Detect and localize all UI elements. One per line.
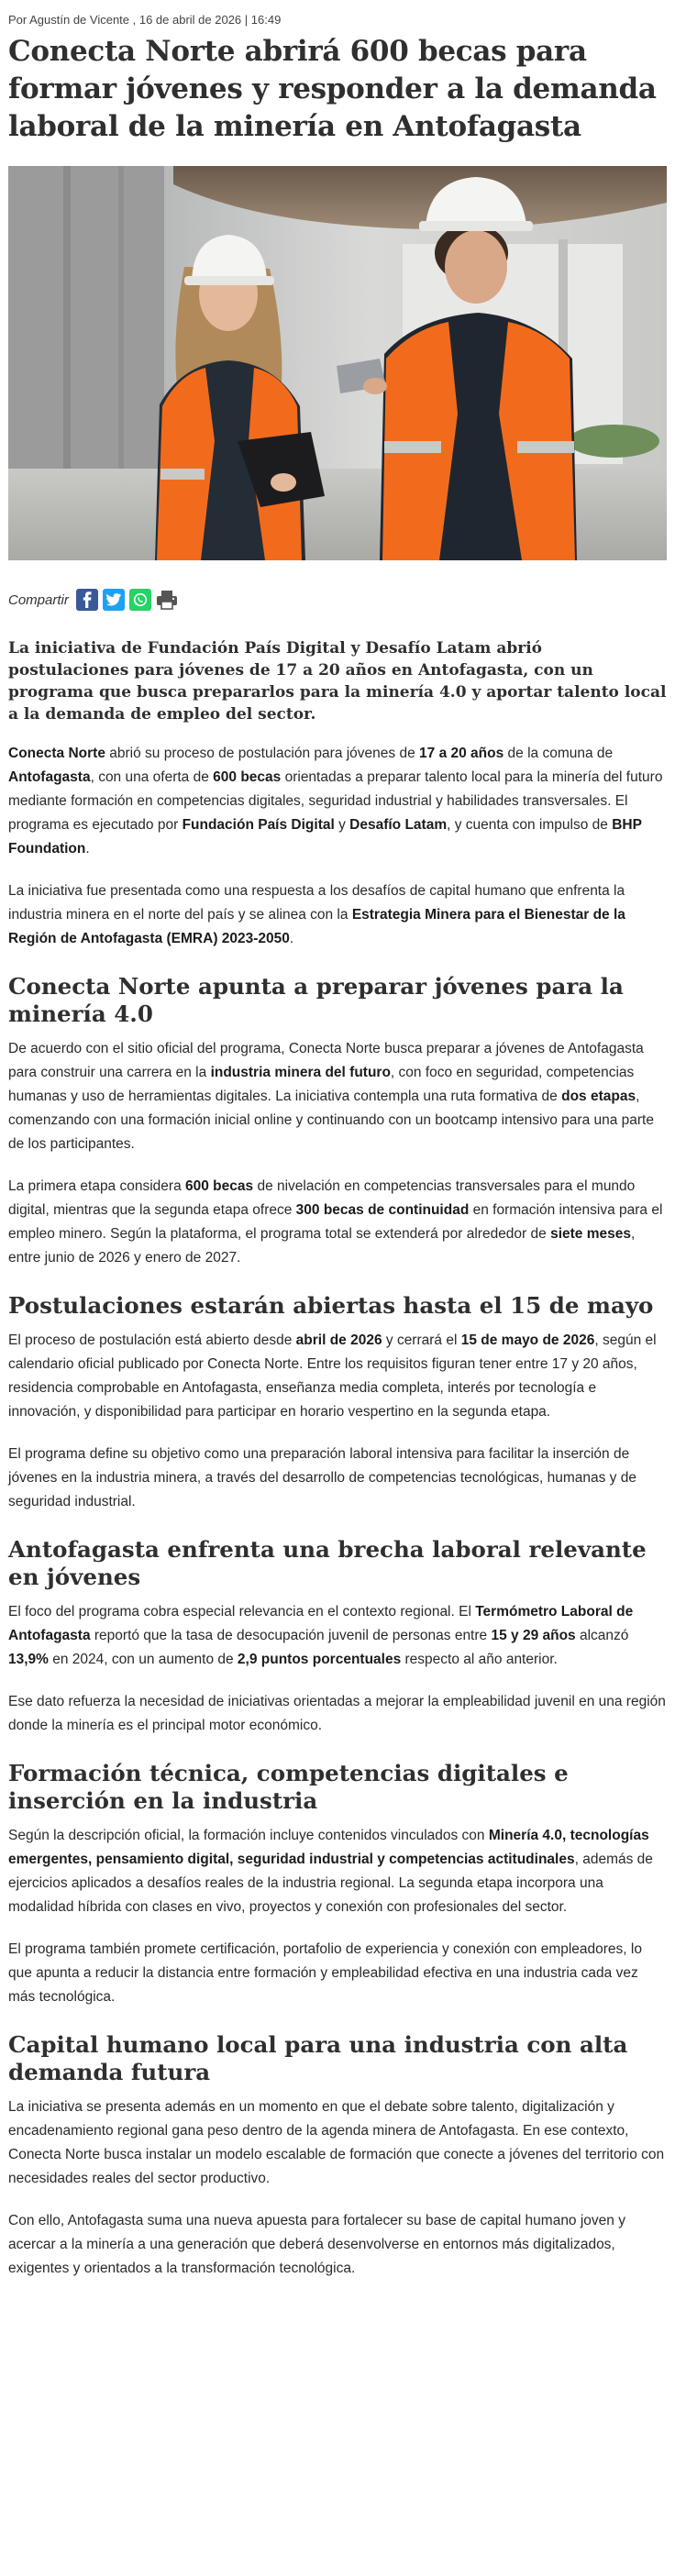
print-icon[interactable] — [156, 589, 178, 611]
paragraph-1: Conecta Norte abrió su proceso de postulación para jóvenes de 17 a 20 años de la comuna de Antofagasta, con una oferta de 600 becas orientadas a preparar talento local para la minería del futuro mediante formación en competencias digitales, seguridad industrial y habilidades transversales. El programa es ejecutado por Fundación País Digital y Desafío Latam, y cuenta con impulso de BHP Foundation. — [8, 746, 663, 857]
paragraph-11: La iniciativa se presenta además en un momento en que el debate sobre talento, digitalización y encadenamiento regional gana peso dentro de la agenda minera de Antofagasta. En ese contexto, Conecta Norte busca instalar un modelo escalable de formación que conecte a jóvenes del territorio con necesidades reales del sector productivo. — [8, 2099, 665, 2186]
whatsapp-icon[interactable] — [129, 589, 151, 611]
byline: Por Agustín de Vicente , 16 de abril de 2026 | 16:49 — [8, 13, 282, 27]
paragraph-3: De acuerdo con el sitio oficial del programa, Conecta Norte busca preparar a jóvenes de Antofagasta para construir una carrera en la industria minera del futuro, con foco en seguridad, competencias humanas y uso de herramientas digitales. La iniciativa contempla una ruta formativa de dos etapas, comenzando con una formación inicial online y continuando con un bootcamp intensivo para una parte de los participantes. — [8, 1041, 654, 1152]
facebook-icon[interactable] — [76, 589, 98, 611]
paragraph-10: El programa también promete certificación, portafolio de experiencia y conexión con empleadores, lo que apunta a reducir la distancia entre formación y empleabilidad efectiva en una industria cada vez más tecnológica. — [8, 1941, 642, 2005]
paragraph-2: La iniciativa fue presentada como una respuesta a los desafíos de capital humano que enfrenta la industria minera en el norte del país y se alinea con la Estrategia Minera para el Bienestar de la Región de Antofagasta (EMRA) 2023-2050. — [8, 883, 625, 946]
subheading-2: Postulaciones estarán abiertas hasta el 15 de mayo — [8, 1292, 654, 1319]
paragraph-9: Según la descripción oficial, la formación incluye contenidos vinculados con Minería 4.0, tecnologías emergentes, pensamiento digital, seguridad industrial y competencias actitudinales, además de ejercicios aplicados a desafíos reales de la industria regional. La segunda etapa incorpora una modalidad híbrida con clases en vivo, proyectos y conexión con profesionales del sector. — [8, 1828, 653, 1915]
paragraph-5: El proceso de postulación está abierto desde abril de 2026 y cerrará el 15 de mayo de 2026, según el calendario oficial publicado por Conecta Norte. Entre los requisitos figuran tener entre 17 y 20 años, residencia comprobable en Antofagasta, enseñanza media completa, interés por tecnología e innovación, y disponibilidad para participar en horario vespertino en la segunda etapa. — [8, 1332, 657, 1420]
paragraph-12: Con ello, Antofagasta suma una nueva apuesta para fortalecer su base de capital humano joven y acercar a la minería a una generación que deberá desenvolverse en entornos más digitalizados, exigentes y orientados a la transformación tecnológica. — [8, 2213, 625, 2276]
paragraph-4: La primera etapa considera 600 becas de nivelación en competencias transversales para el mundo digital, mientras que la segunda etapa ofrece 300 becas de continuidad en formación intensiva para el empleo minero. Según la plataforma, el programa total se extenderá por alrededor de siete meses, entre junio de 2026 y enero de 2027. — [8, 1178, 663, 1266]
paragraph-7: El foco del programa cobra especial relevancia en el contexto regional. El Termómetro Laboral de Antofagasta reportó que la tasa de desocupación juvenil de personas entre 15 y 29 años alcanzó 13,9% en 2024, con un aumento de 2,9 puntos porcentuales respecto al año anterior. — [8, 1604, 634, 1667]
paragraph-6: El programa define su objetivo como una preparación laboral intensiva para facilitar la inserción de jóvenes en la industria minera, a través del desarrollo de competencias tecnológicas, humanas y de seguridad industrial. — [8, 1446, 636, 1509]
lead-paragraph: La iniciativa de Fundación País Digital y Desafío Latam abrió postulaciones para jóvenes de 17 a 20 años en Antofagasta, con un programa que busca prepararlos para la minería 4.0 y aportar talento local a la demanda de empleo del sector. — [8, 639, 667, 724]
headline: Conecta Norte abrirá 600 becas para formar jóvenes y responder a la demanda laboral de la minería en Antofagasta — [8, 35, 657, 143]
twitter-icon[interactable] — [103, 589, 125, 611]
paragraph-8: Ese dato refuerza la necesidad de iniciativas orientadas a mejorar la empleabilidad juvenil en una región donde la minería es el principal motor económico. — [8, 1694, 666, 1733]
subheading-5: Capital humano local para una industria con alta demanda futura — [8, 2031, 628, 2085]
subheading-3: Antofagasta enfrenta una brecha laboral relevante en jóvenes — [8, 1536, 647, 1590]
hero-image — [8, 166, 667, 560]
share-label: Compartir — [8, 591, 69, 608]
share-bar — [8, 586, 667, 614]
subheading-4: Formación técnica, competencias digitales e inserción en la industria — [8, 1760, 569, 1814]
subheading-1: Conecta Norte apunta a preparar jóvenes para la minería 4.0 — [8, 973, 624, 1027]
